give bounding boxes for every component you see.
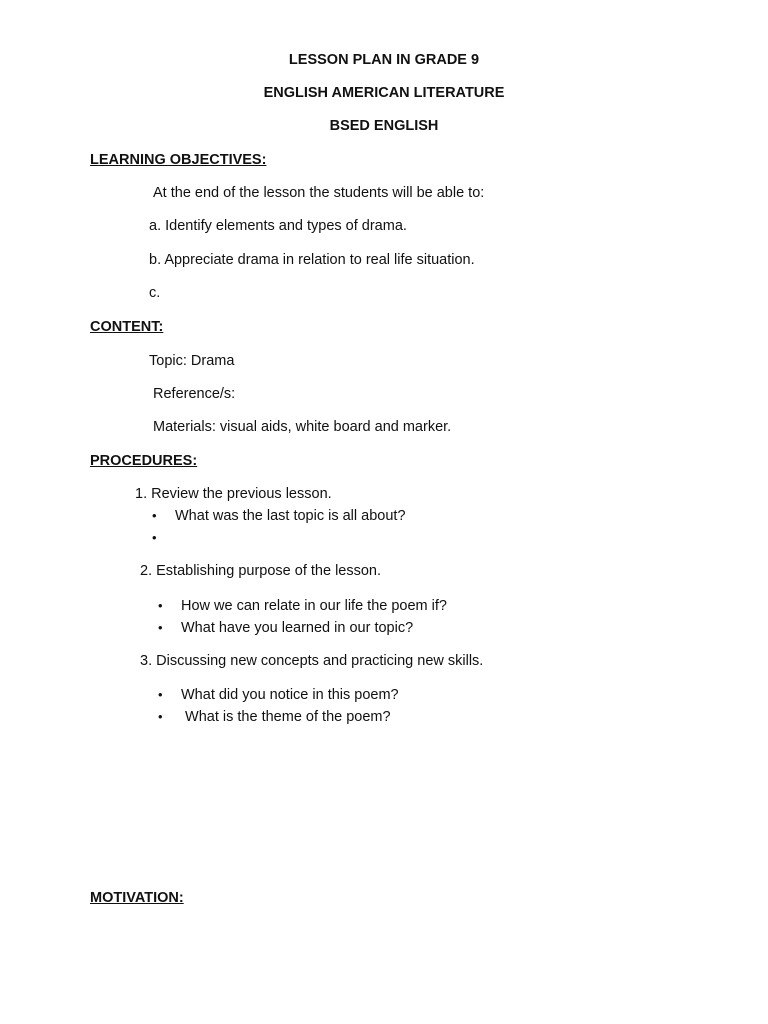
content-heading: CONTENT: bbox=[90, 319, 164, 335]
step-2-bullet-1: How we can relate in our life the poem if? bbox=[181, 598, 447, 614]
objective-item-a: a. Identify elements and types of drama. bbox=[149, 218, 407, 234]
step-3-bullet-2: What is the theme of the poem? bbox=[181, 709, 391, 725]
document-title: LESSON PLAN IN GRADE 9 bbox=[288, 52, 480, 68]
step-2-bullet-2: What have you learned in our topic? bbox=[181, 620, 414, 636]
bullet-icon: • bbox=[152, 508, 157, 523]
bullet-icon: • bbox=[158, 598, 163, 613]
motivation-heading: MOTIVATION: bbox=[90, 890, 184, 906]
content-materials: Materials: visual aids, white board and marker. bbox=[153, 419, 452, 435]
step-1-bullet-1: What was the last topic is all about? bbox=[175, 508, 406, 524]
step-3-bullet-1: What did you notice in this poem? bbox=[181, 687, 399, 703]
procedure-step-2: 2. Establishing purpose of the lesson. bbox=[140, 563, 382, 579]
document-subject: ENGLISH AMERICAN LITERATURE bbox=[263, 85, 505, 101]
document-program: BSED ENGLISH bbox=[329, 118, 439, 134]
procedure-step-3: 3. Discussing new concepts and practicing new skills. bbox=[140, 653, 484, 669]
content-topic: Topic: Drama bbox=[149, 353, 235, 369]
procedures-heading: PROCEDURES: bbox=[90, 453, 198, 469]
bullet-icon: • bbox=[158, 687, 163, 702]
content-reference: Reference/s: bbox=[153, 386, 236, 402]
bullet-icon: • bbox=[152, 530, 157, 545]
bullet-icon: • bbox=[158, 709, 163, 724]
procedure-step-1: 1. Review the previous lesson. bbox=[135, 486, 332, 502]
objective-item-b: b. Appreciate drama in relation to real life situation. bbox=[149, 252, 475, 268]
bullet-icon: • bbox=[158, 620, 163, 635]
objectives-heading: LEARNING OBJECTIVES: bbox=[90, 152, 267, 168]
objective-item-c: c. bbox=[149, 285, 161, 301]
objectives-intro: At the end of the lesson the students will be able to: bbox=[153, 185, 485, 201]
